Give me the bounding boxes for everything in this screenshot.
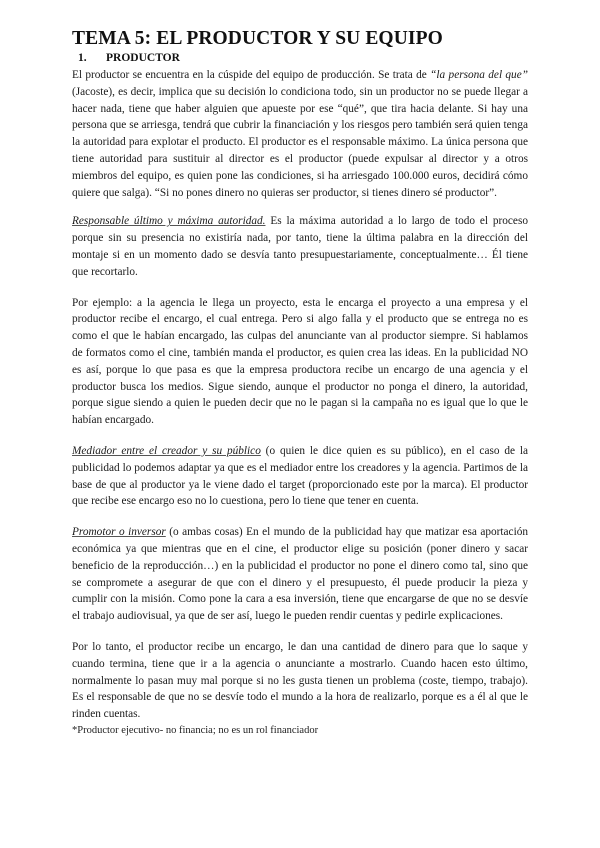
intro-text-a: El productor se encuentra en la cúspide del equipo de producción. Se trata de	[72, 69, 431, 81]
intro-quote: “la persona del que”	[430, 69, 529, 81]
paragraph-promotor	[72, 524, 528, 625]
section-heading	[72, 52, 528, 64]
mediador-text: (o quien le dice quien es su público), en el caso de la publicidad lo podemos adaptar ya que es el mediador entre los creadores y la agencia. Partimos de la base de que al productor ya le viene dado el target (proporcionado este por la marca). El productor que recibe ese encargo eso no lo cuestiona, pero lo tiene que tener en cuenta.	[72, 444, 528, 508]
term-promotor: Promotor o inversor	[72, 526, 166, 539]
intro-text-b: (Jacoste), es decir, implica que su decisión lo condiciona todo, sin un productor no se puede llegar a hacer nada, tiene que haber alguien que apueste por ese “qué”, que tira hacia delante. Si hay una persona que se arriesga, tendrá que cubrir la financiación y los riesgos pero también será quien tenga la autoridad para explotar el producto. El productor es el responsable máximo. La única persona que tiene autoridad para sustituir al director es el productor (puede expulsar al director y a otros miembros del equipo, es quien pone las condiciones, si ha arriesgado 100.000 euros, decidirá cómo quiere que salga). “Si no pones dinero no quieras ser productor, si tienes dinero sé productor”.	[72, 85, 528, 199]
term-mediador: Mediador entre el creador y su público	[72, 444, 261, 457]
footnote: *Productor ejecutivo- no financia; no es un rol financiador	[72, 724, 319, 736]
section-number: 1.	[78, 52, 87, 64]
term-responsable: Responsable último y máxima autoridad.	[72, 215, 266, 228]
paragraph-conclusion: Por lo tanto, el productor recibe un encargo, le dan una cantidad de dinero para que lo saque y cuando termina, tiene que ir a la agencia o anunciante a mostrarlo. Cuando hacen esto último, normalmente lo pasan muy mal porque si no les gusta tienen un problema (coste, tiempo, trabajo). Es el responsable de que no se desvíe todo el mundo a la hora de realizarlo, porque es a él al que le rinden cuentas.	[72, 640, 528, 721]
paragraph-intro	[72, 67, 528, 201]
paragraph-responsable	[72, 213, 528, 280]
page-title: TEMA 5: EL PRODUCTOR Y SU EQUIPO	[72, 28, 443, 49]
promotor-text: (o ambas cosas) En el mundo de la publicidad hay que matizar esa aportación económica ya que mientras que en el cine, el productor elige su posición (poner dinero y sacar beneficio de la reproducción…) en la publicidad el productor no pone el dinero como tal, sino que se compromete a asegurar de que con el dinero y el presupuesto, él puede producir la pieza y cumplir con la misión. Como pone la cara a esa inversión, tiene que encargarse de que no se desvíe el trabajo audiovisual, ya que de ser así, luego le pueden rendir cuentas y pedirle explicaciones.	[72, 526, 529, 623]
paragraph-example: Por ejemplo: a la agencia le llega un proyecto, esta le encarga el proyecto a una empresa y el productor recibe el encargo, el cual entrega. Pero si algo falla y el producto que se entrega no es como el que le habían encargado, las culpas del anunciante van al productor siempre. Si hablamos de formatos como el cine, también manda el productor, es quien crea las ideas. En la publicidad NO es así, porque lo que pasa es que la empresa productora recibe un encargo de una agencia y el productor busca los medios. Sigue siendo, aunque el productor no ponga el dinero, la autoridad, porque sigue siendo a quien le pueden decir que no le pagan si la campaña no es igual que lo que le habían encargado.	[72, 296, 528, 427]
responsable-text: Es la máxima autoridad a lo largo de todo el proceso porque sin su presencia no existiría nada, por tanto, tiene la última palabra en la dirección del montaje si en un momento dado se desvía tanto presupuestariamente, conceptualmente… Él tiene que recortarlo.	[72, 215, 528, 278]
section-label: PRODUCTOR	[106, 52, 180, 64]
paragraph-mediador	[72, 443, 528, 510]
